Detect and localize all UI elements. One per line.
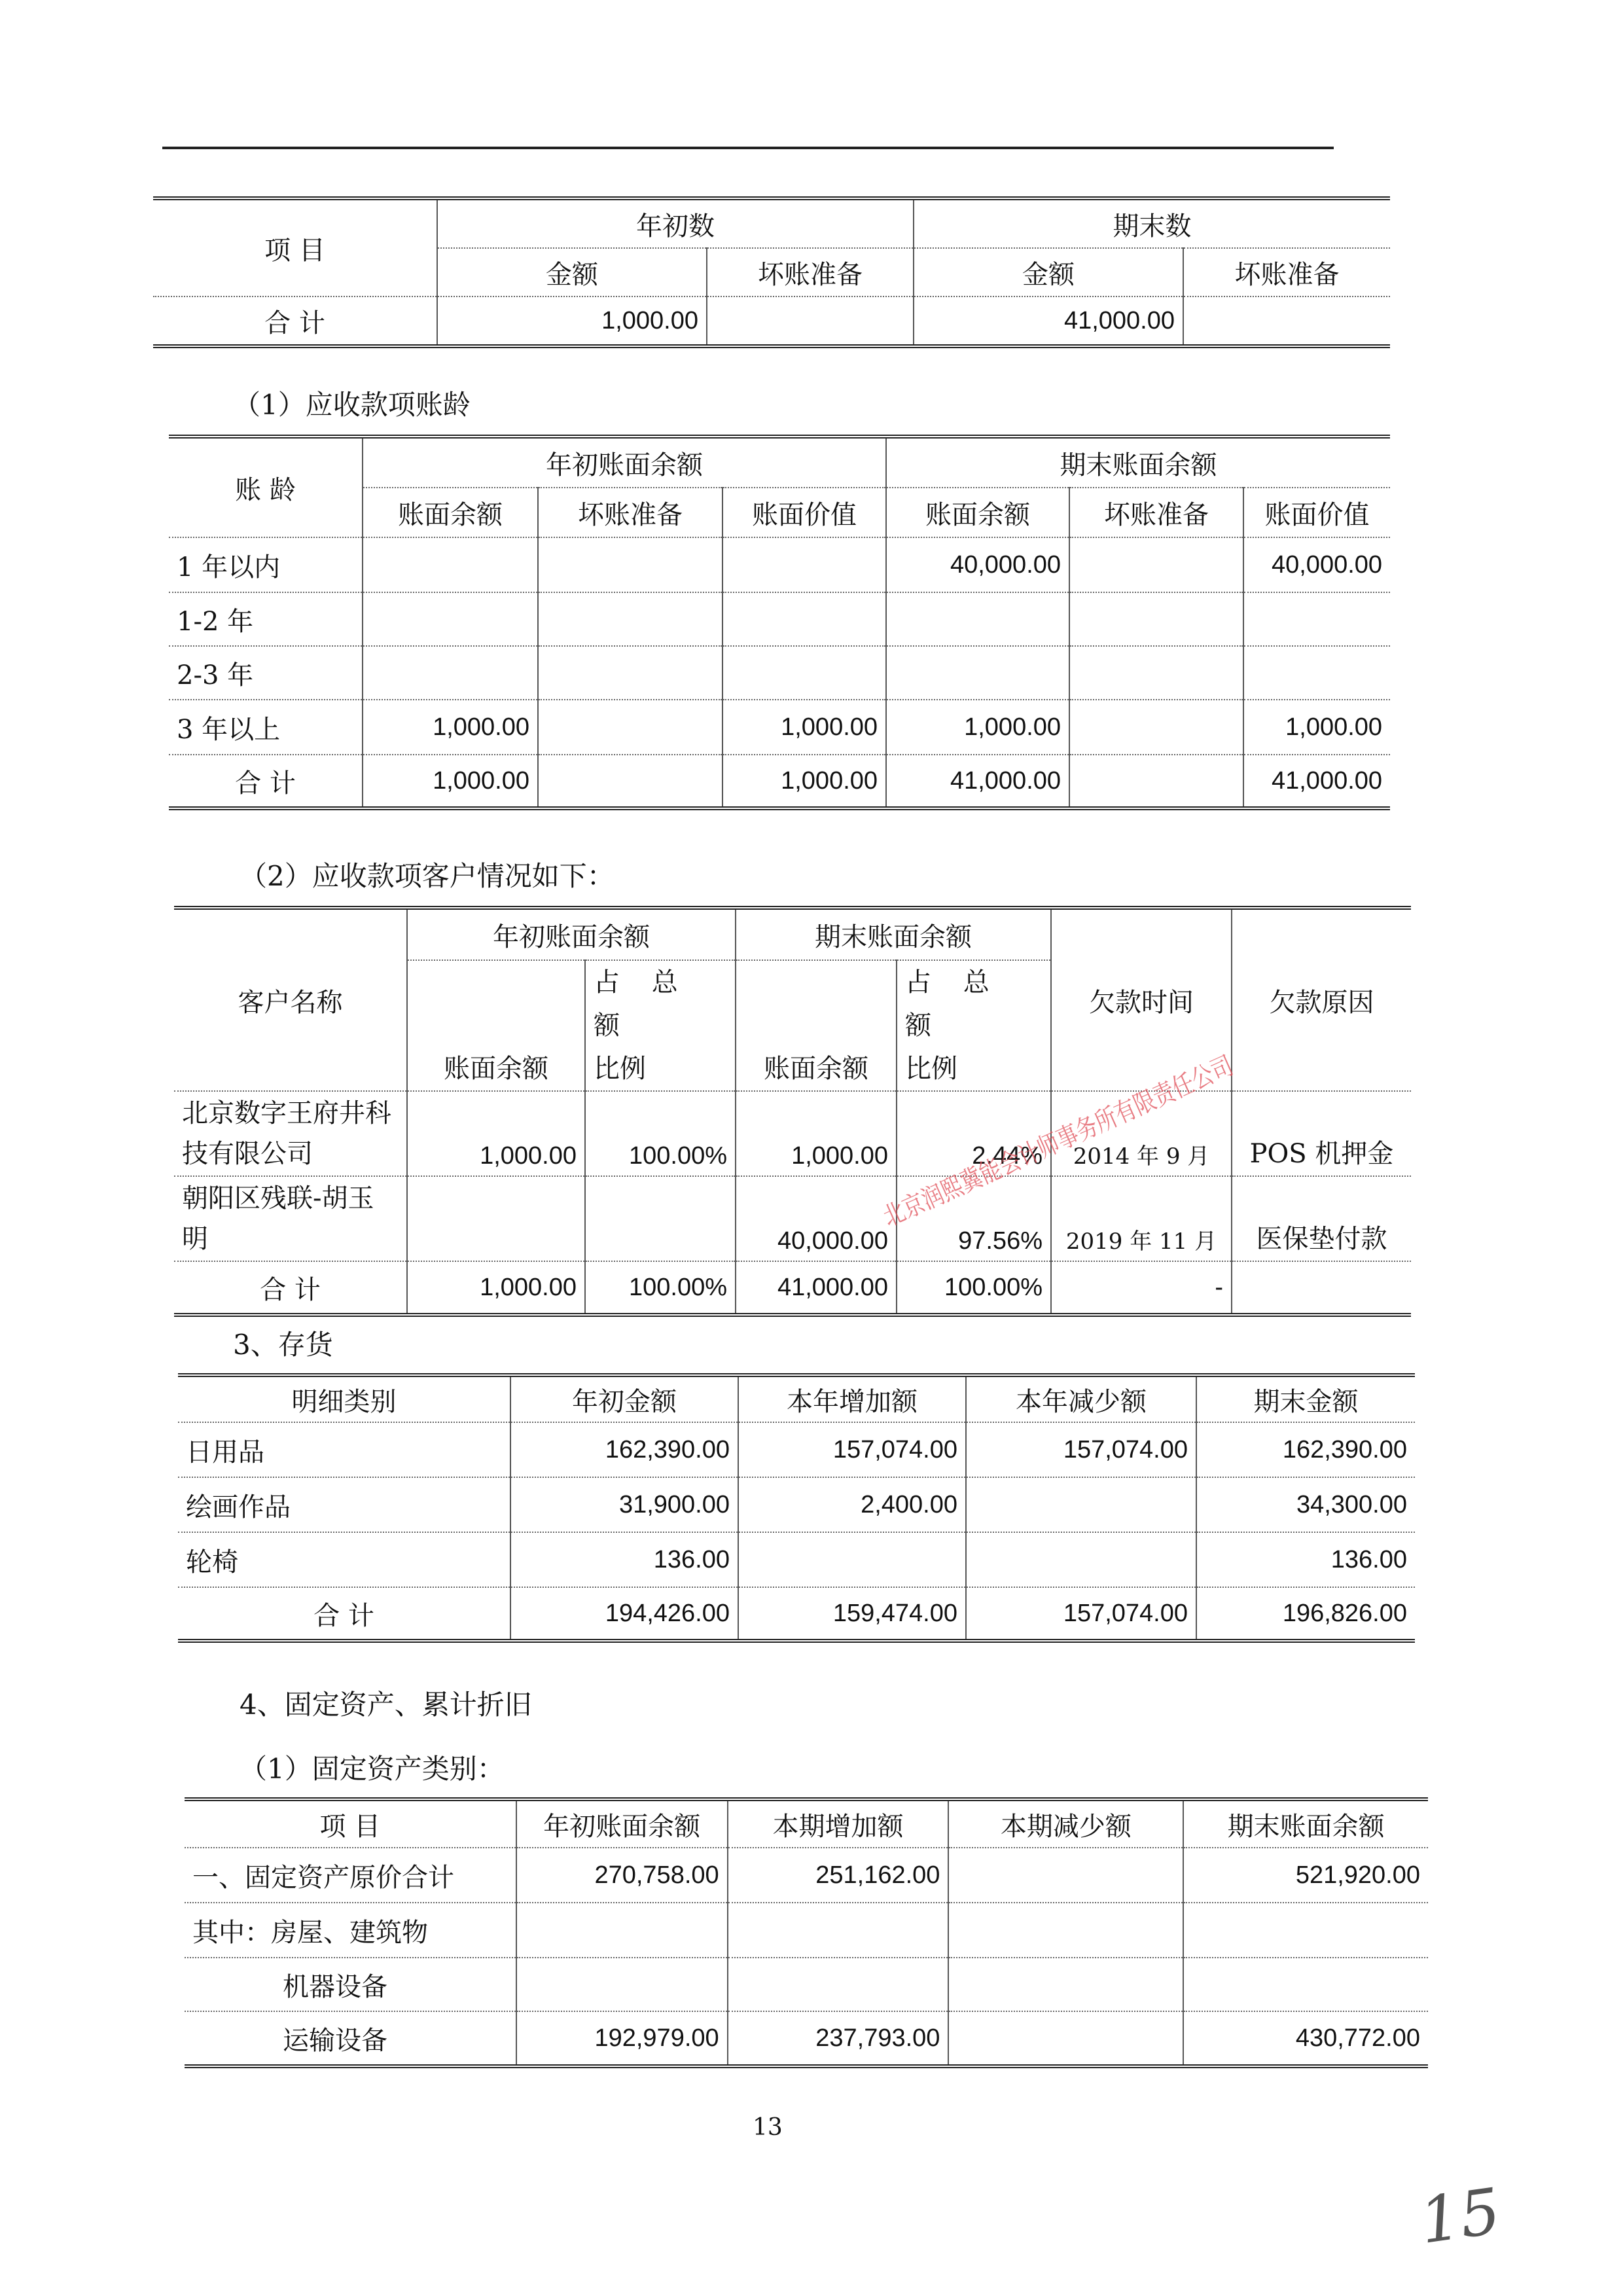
table-row [185,1958,1428,2011]
header-age: 账 龄 [169,437,363,537]
cell: 1,000.00 [363,700,538,755]
cell [1069,700,1243,755]
cell [516,1903,728,1958]
cell: 1,000.00 [407,1091,585,1176]
cell [948,1848,1183,1903]
cell: 100.00% [897,1261,1051,1315]
cell: 1,000.00 [736,1091,897,1176]
cell [1069,537,1243,592]
page-number: 13 [753,2114,783,2141]
header-book-balance: 账面余额 [736,960,897,1091]
cell: 157,074.00 [966,1422,1196,1477]
total-end-amount: 41,000.00 [914,296,1183,346]
handwritten-number: 15 [1415,2174,1505,2258]
cell: 1,000.00 [363,755,538,808]
cell [407,1176,585,1261]
total-begin-bad [707,296,914,346]
cell: 1,000.00 [1243,700,1390,755]
header-add: 本年增加额 [738,1375,966,1422]
cell [886,592,1069,646]
cell: 270,758.00 [516,1848,728,1903]
header-bad-debt: 坏账准备 [1069,488,1243,537]
total-row [169,755,1390,808]
cell: 97.56% [897,1176,1051,1261]
header-time: 欠款时间 [1051,908,1232,1091]
cell: 2,400.00 [738,1477,966,1532]
header-bad-debt: 坏账准备 [538,488,722,537]
table-row [169,592,1390,646]
row-label: 其中：房屋、建筑物 [185,1903,516,1958]
header-book-value: 账面价值 [722,488,886,537]
cell [1232,1261,1411,1315]
header-sub: 本期减少额 [948,1799,1183,1848]
header-ratio-line2: 比例 [905,1054,957,1084]
customer-name: 北京数字王府井科技有限公司 [174,1091,407,1176]
cell: 162,390.00 [1196,1422,1415,1477]
cell [738,1532,966,1587]
cell [1183,1958,1428,2011]
cell: 40,000.00 [736,1176,897,1261]
cell: - [1051,1261,1232,1315]
cell: 162,390.00 [510,1422,738,1477]
cell: 1,000.00 [886,700,1069,755]
header-end: 期末金额 [1196,1375,1415,1422]
row-label: 2-3 年 [169,646,363,700]
cell: 521,920.00 [1183,1848,1428,1903]
cell: 100.00% [585,1261,736,1315]
header-bad-debt: 坏账准备 [707,248,914,296]
cell: 2.44% [897,1091,1051,1176]
cell: 196,826.00 [1196,1587,1415,1641]
header-item: 项 目 [185,1799,516,1848]
cell: 157,074.00 [966,1587,1196,1641]
cell [363,592,538,646]
header-ratio-line1: 占 总 额 [594,967,690,1041]
total-begin-amount: 1,000.00 [437,296,707,346]
cell: 100.00% [585,1091,736,1176]
header-begin: 年初账面余额 [516,1799,728,1848]
header-item: 项 目 [153,198,437,296]
cell: 192,979.00 [516,2011,728,2066]
cell [722,646,886,700]
row-label: 日用品 [178,1422,510,1477]
cell: 157,074.00 [738,1422,966,1477]
header-sub: 本年减少额 [966,1375,1196,1422]
section-fixed-title: 4、固定资产、累计折旧 [240,1689,532,1721]
cell [886,646,1069,700]
cell [516,1958,728,2011]
header-category: 明细类别 [178,1375,510,1422]
cell: 34,300.00 [1196,1477,1415,1532]
table-row [178,1422,1415,1477]
cell [585,1176,736,1261]
row-label: 1-2 年 [169,592,363,646]
header-bad-debt: 坏账准备 [1183,248,1390,296]
total-label: 合 计 [169,755,363,808]
header-add: 本期增加额 [728,1799,949,1848]
cell [1069,755,1243,808]
cell: 136.00 [510,1532,738,1587]
cell: 237,793.00 [728,2011,949,2066]
cell: 31,900.00 [510,1477,738,1532]
cell [538,755,722,808]
cell [1183,1903,1428,1958]
total-label: 合 计 [178,1587,510,1641]
cell [538,646,722,700]
header-ratio-line1: 占 总 额 [905,967,1001,1041]
cell-reason: POS 机押金 [1232,1091,1411,1176]
table-row [169,700,1390,755]
cell: 136.00 [1196,1532,1415,1587]
cell [948,1958,1183,2011]
total-row [174,1261,1411,1315]
cell: 251,162.00 [728,1848,949,1903]
header-end: 期末账面余额 [1183,1799,1428,1848]
header-name: 客户名称 [174,908,407,1091]
cell: 41,000.00 [1243,755,1390,808]
header-ratio [585,960,736,1091]
header-end: 期末数 [914,198,1390,248]
total-row [178,1587,1415,1641]
cell [538,700,722,755]
cell [948,1903,1183,1958]
cell [1069,646,1243,700]
section-aging-title: （1）应收款项账龄 [233,389,471,421]
section-inventory-title: 3、存货 [233,1329,333,1361]
header-begin: 年初账面余额 [407,908,736,960]
cell: 430,772.00 [1183,2011,1428,2066]
table-row [169,537,1390,592]
table-row [185,2011,1428,2066]
cell: 1,000.00 [722,700,886,755]
header-begin: 年初数 [437,198,914,248]
header-book-value: 账面价值 [1243,488,1390,537]
header-book-balance: 账面余额 [886,488,1069,537]
header-amount: 金额 [914,248,1183,296]
header-amount: 金额 [437,248,707,296]
cell-reason: 医保垫付款 [1232,1176,1411,1261]
header-book-balance: 账面余额 [363,488,538,537]
aging-table [169,435,1390,810]
stamp-text: 北京润熙冀能会计师事务所有限责任公司 [878,1013,1268,1233]
cell: 40,000.00 [1243,537,1390,592]
table-row [178,1477,1415,1532]
table-row [174,1176,1411,1261]
section-fixed-sub-title: （1）固定资产类别： [240,1753,505,1785]
total-end-bad [1183,296,1390,346]
table-row [185,1903,1428,1958]
header-begin: 年初金额 [510,1375,738,1422]
table-row [169,646,1390,700]
row-label: 运输设备 [185,2011,516,2066]
cell: 40,000.00 [886,537,1069,592]
header-ratio-line2: 比例 [594,1054,646,1084]
row-label: 机器设备 [185,1958,516,2011]
cell: 1,000.00 [407,1261,585,1315]
top-rule [162,147,1334,149]
customer-name: 朝阳区残联-胡玉明 [174,1176,407,1261]
cell [1243,646,1390,700]
inventory-table [178,1373,1415,1643]
header-begin: 年初账面余额 [363,437,886,488]
row-label: 绘画作品 [178,1477,510,1532]
cell [722,537,886,592]
cell [948,2011,1183,2066]
cell: 1,000.00 [722,755,886,808]
table-row [185,1848,1428,1903]
total-label: 合 计 [153,296,437,346]
cell [363,537,538,592]
header-end: 期末账面余额 [886,437,1390,488]
cell [538,592,722,646]
row-label: 一、固定资产原价合计 [185,1848,516,1903]
cell [966,1477,1196,1532]
row-label: 1 年以内 [169,537,363,592]
cell [1243,592,1390,646]
header-reason: 欠款原因 [1232,908,1411,1091]
cell [1069,592,1243,646]
cell [966,1532,1196,1587]
row-label: 轮椅 [178,1532,510,1587]
cell-time: 2014 年 9 月 [1051,1091,1232,1176]
cell: 194,426.00 [510,1587,738,1641]
cell: 41,000.00 [736,1261,897,1315]
cell [363,646,538,700]
cell [728,1903,949,1958]
cell [538,537,722,592]
total-label: 合 计 [174,1261,407,1315]
fixed-asset-table [185,1797,1428,2068]
table-row [178,1532,1415,1587]
header-end: 期末账面余额 [736,908,1051,960]
cell-time: 2019 年 11 月 [1051,1176,1232,1261]
header-book-balance: 账面余额 [407,960,585,1091]
receivables-summary-table [153,196,1390,348]
cell: 159,474.00 [738,1587,966,1641]
section-customer-title: （2）应收款项客户情况如下： [240,860,615,892]
cell: 41,000.00 [886,755,1069,808]
cell [722,592,886,646]
cell [728,1958,949,2011]
row-label: 3 年以上 [169,700,363,755]
